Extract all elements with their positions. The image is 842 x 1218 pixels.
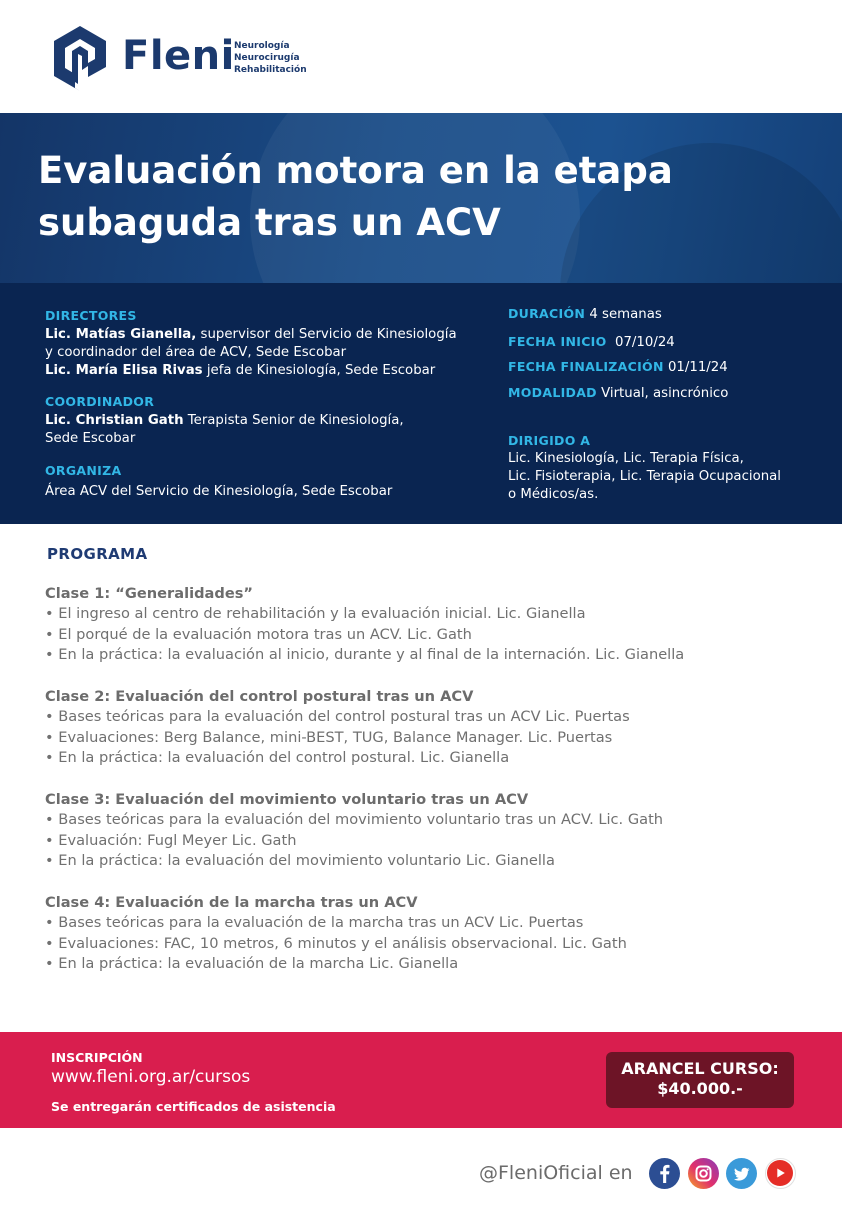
coordinador-label: COORDINADOR [45, 394, 155, 409]
coordinador-name: Lic. Christian Gath [45, 413, 184, 428]
brand-tag: Neurología [234, 41, 290, 51]
duracion-label: DURACIÓN [508, 306, 586, 321]
modalidad-value: Virtual, asincrónico [596, 386, 729, 401]
price-badge [606, 1052, 794, 1108]
inscripcion-label: INSCRIPCIÓN [51, 1050, 143, 1065]
fecha-inicio-row [508, 333, 675, 352]
fecha-fin-row [508, 358, 728, 377]
fleni-logo-icon [48, 22, 112, 94]
dirigido-label: DIRIGIDO A [508, 433, 591, 448]
coordinador-desc: Terapista Senior de Kinesiología, [183, 413, 404, 428]
director-name: Lic. María Elisa Rivas [45, 363, 203, 378]
director-name: Lic. Matías Gianella, [45, 327, 197, 342]
hero-banner [0, 113, 842, 283]
course-title-line: Evaluación motora en la etapa [38, 149, 673, 192]
duracion-row [508, 305, 662, 324]
instagram-icon[interactable] [688, 1158, 719, 1189]
class-item: • En la práctica: la evaluación al inicio, durante y al final de la internación. Lic. Gianella [45, 646, 685, 664]
fecha-fin-label: FECHA FINALIZACIÓN [508, 359, 664, 374]
dirigido-line: Lic. Fisioterapia, Lic. Terapia Ocupacional [508, 469, 781, 484]
class-title: Clase 3: Evaluación del movimiento voluntario tras un ACV [45, 791, 529, 809]
director-desc: jefa de Kinesiología, Sede Escobar [202, 363, 436, 378]
program-list [45, 584, 805, 996]
twitter-icon[interactable] [726, 1158, 757, 1189]
modalidad-row [508, 384, 728, 403]
class-item: • En la práctica: la evaluación del movimiento voluntario Lic. Gianella [45, 852, 555, 870]
program-class [45, 790, 805, 872]
brand-name: Fleni [122, 33, 235, 79]
organiza-block [45, 462, 392, 501]
brand-tag: Rehabilitación [234, 65, 307, 75]
director-desc-cont: y coordinador del área de ACV, Sede Escobar [45, 345, 347, 360]
class-item: • El porqué de la evaluación motora tras un ACV. Lic. Gath [45, 625, 472, 643]
class-title: Clase 2: Evaluación del control postural tras un ACV [45, 688, 474, 706]
organiza-label: ORGANIZA [45, 463, 122, 478]
program-class [45, 687, 805, 769]
class-item: • Evaluaciones: Berg Balance, mini-BEST, TUG, Balance Manager. Lic. Puertas [45, 728, 613, 746]
program-title: PROGRAMA [47, 545, 148, 563]
class-item: • Evaluación: Fugl Meyer Lic. Gath [45, 831, 297, 849]
facebook-icon[interactable] [649, 1158, 680, 1189]
class-item: • Bases teóricas para la evaluación del movimiento voluntario tras un ACV. Lic. Gath [45, 811, 664, 829]
program-class [45, 893, 805, 975]
class-item: • Evaluaciones: FAC, 10 metros, 6 minutos y el análisis observacional. Lic. Gath [45, 934, 627, 952]
fecha-fin-value: 01/11/24 [663, 360, 728, 375]
dirigido-block [508, 432, 781, 504]
class-item: • Bases teóricas para la evaluación del control postural tras un ACV Lic. Puertas [45, 708, 630, 726]
directores-block [45, 307, 457, 380]
registration-link[interactable]: www.fleni.org.ar/cursos [51, 1067, 251, 1087]
class-title: Clase 4: Evaluación de la marcha tras un ACV [45, 894, 418, 912]
directores-label: DIRECTORES [45, 308, 137, 323]
fecha-inicio-value: 07/10/24 [606, 335, 675, 350]
registration-band [0, 1032, 842, 1128]
youtube-icon[interactable] [765, 1158, 796, 1189]
director-entry [45, 326, 457, 344]
social-handle: @FleniOficial en [479, 1162, 633, 1184]
course-info-panel [0, 283, 842, 524]
fecha-inicio-label: FECHA INICIO [508, 334, 607, 349]
dirigido-line: Lic. Kinesiología, Lic. Terapia Física, [508, 451, 744, 466]
director-desc: supervisor del Servicio de Kinesiología [196, 327, 457, 342]
class-title: Clase 1: “Generalidades” [45, 585, 254, 602]
coordinador-entry [45, 412, 404, 430]
class-item: • En la práctica: la evaluación del control postural. Lic. Gianella [45, 749, 510, 767]
brand-tagline [234, 40, 307, 76]
price-value: $40.000.- [657, 1079, 743, 1098]
brand-tag: Neurocirugía [234, 53, 300, 63]
coordinador-block [45, 393, 404, 448]
organiza-text: Área ACV del Servicio de Kinesiología, Sede Escobar [45, 484, 393, 499]
header [0, 0, 842, 113]
program-class [45, 584, 805, 666]
class-item: • Bases teóricas para la evaluación de la marcha tras un ACV Lic. Puertas [45, 914, 584, 932]
coordinador-desc-cont: Sede Escobar [45, 431, 136, 446]
certificates-note: Se entregarán certificados de asistencia [51, 1099, 336, 1114]
class-item: • El ingreso al centro de rehabilitación y la evaluación inicial. Lic. Gianella [45, 605, 586, 623]
course-title [38, 145, 758, 249]
price-label: ARANCEL CURSO: [621, 1059, 779, 1078]
course-title-line: subaguda tras un ACV [38, 201, 501, 244]
dirigido-line: o Médicos/as. [508, 487, 599, 502]
duracion-value: 4 semanas [585, 307, 662, 322]
class-item: • En la práctica: la evaluación de la marcha Lic. Gianella [45, 955, 459, 973]
modalidad-label: MODALIDAD [508, 385, 597, 400]
director-entry [45, 362, 457, 380]
